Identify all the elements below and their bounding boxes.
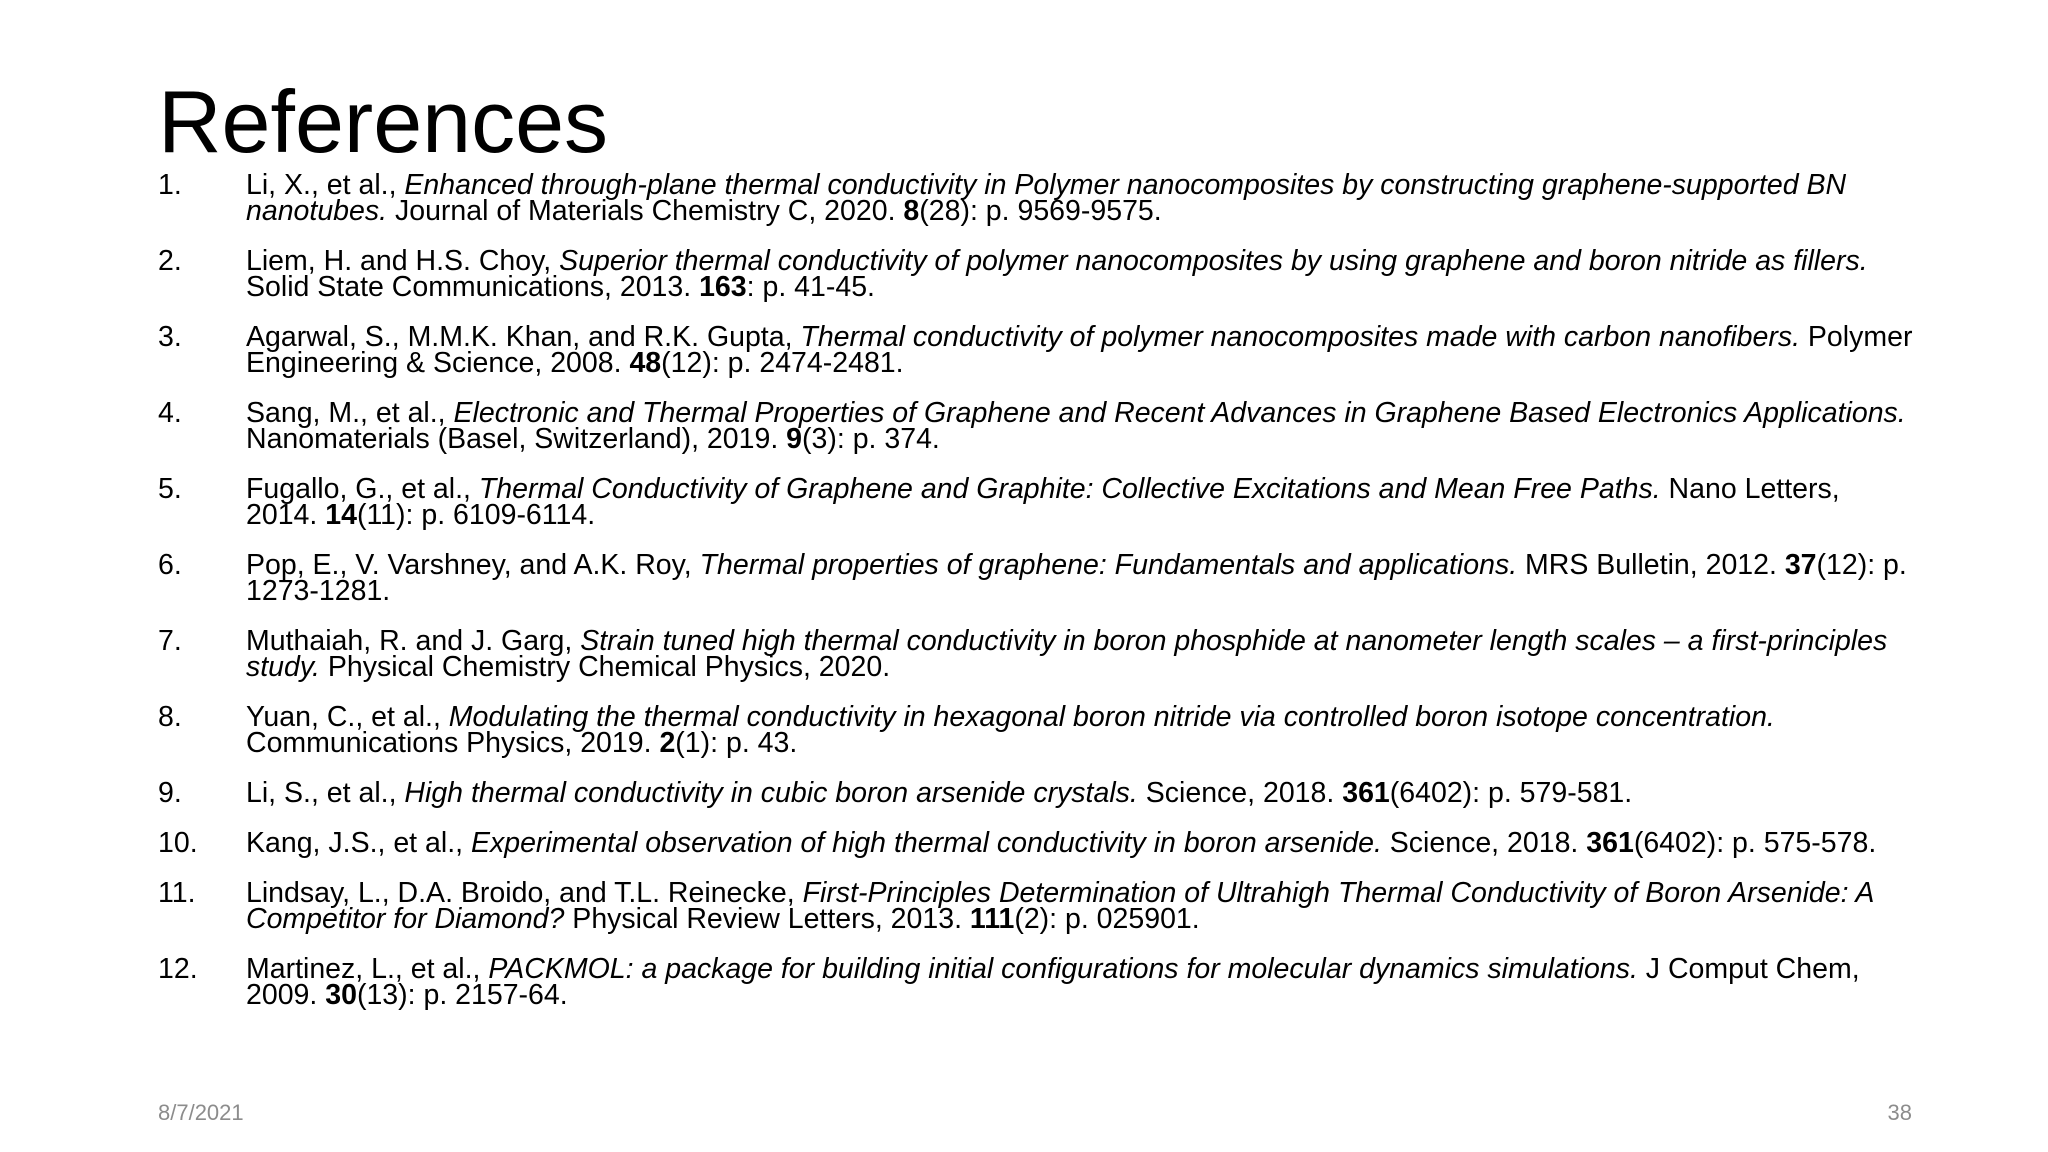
footer-date: 8/7/2021 [158,1100,244,1125]
reference-title: Thermal conductivity of polymer nanocomposites made with carbon nanofibers. [800,321,1800,353]
reference-number: 2. [158,245,182,277]
reference-number: 12. [158,953,198,985]
reference-text [246,827,1918,859]
reference-journal: Physical Review Letters, 2013. [564,903,970,935]
reference-volume: 14 [325,499,357,531]
reference-volume: 9 [786,423,803,455]
reference-authors: Martinez, L., et al., [246,953,489,985]
reference-volume: 48 [629,347,662,379]
reference-journal: Nanomaterials (Basel, Switzerland), 2019. [246,423,787,455]
reference-volume: 8 [903,195,920,227]
reference-authors: Fugallo, G., et al., [246,473,479,505]
reference-item [158,245,1918,303]
reference-number: 1. [158,169,182,201]
reference-text [246,169,1918,227]
reference-pages: (6402): p. 579-581. [1389,777,1633,809]
reference-authors: Kang, J.S., et al., [246,827,471,859]
reference-pages: (12): p. 1273-1281. [246,549,1907,607]
reference-item [158,877,1918,935]
reference-item [158,827,1918,859]
reference-text [246,701,1918,759]
reference-title: Enhanced through-plane thermal conductivity in Polymer nanocomposites by constructing graphene-supported BN nanotubes. [246,169,1847,227]
reference-text [246,397,1918,455]
reference-pages: (28): p. 9569-9575. [919,195,1162,227]
reference-item [158,777,1918,809]
reference-volume: 361 [1586,827,1634,859]
reference-pages: (11): p. 6109-6114. [356,499,596,531]
reference-item [158,473,1918,531]
reference-number: 10. [158,827,198,859]
reference-number: 5. [158,473,182,505]
reference-journal: Nano Letters, 2014. [246,473,1840,531]
reference-title: High thermal conductivity in cubic boron arsenide crystals. [404,777,1138,809]
reference-authors: Yuan, C., et al., [246,701,449,733]
reference-title: First-Principles Determination of Ultrahigh Thermal Conductivity of Boron Arsenide: A Competitor for Diamond? [246,877,1874,935]
reference-list [158,169,1918,1032]
reference-item [158,625,1918,683]
reference-journal: Journal of Materials Chemistry C, 2020. [387,195,904,227]
reference-title: Thermal properties of graphene: Fundamentals and applications. [699,549,1518,581]
reference-pages: (3): p. 374. [802,423,940,455]
reference-volume: 37 [1784,549,1817,581]
reference-authors: Li, S., et al., [246,777,405,809]
slide-title: References [158,72,609,171]
reference-authors: Muthaiah, R. and J. Garg, [246,625,581,657]
reference-title: PACKMOL: a package for building initial configurations for molecular dynamics simulations. [488,953,1638,985]
reference-journal: J Comput Chem, 2009. [246,953,1860,1011]
page-number: 38 [1887,1100,1912,1125]
reference-title: Electronic and Thermal Properties of Graphene and Recent Advances in Graphene Based Electronics Applications. [453,397,1906,429]
reference-item [158,169,1918,227]
reference-title: Strain tuned high thermal conductivity in boron phosphide at nanometer length scales – a first-principles study. [246,625,1888,683]
reference-text [246,877,1918,935]
reference-authors: Pop, E., V. Varshney, and A.K. Roy, [246,549,700,581]
reference-text [246,549,1918,607]
reference-authors: Li, X., et al., [246,169,405,201]
reference-number: 11. [158,877,196,909]
reference-number: 6. [158,549,182,581]
reference-item [158,549,1918,607]
reference-text [246,777,1918,809]
reference-title: Modulating the thermal conductivity in hexagonal boron nitride via controlled boron isotope concentration. [448,701,1775,733]
reference-item [158,397,1918,455]
reference-text [246,625,1918,683]
reference-volume: 2 [659,727,676,759]
reference-number: 7. [158,625,182,657]
reference-journal: Solid State Communications, 2013. [246,271,700,303]
reference-authors: Agarwal, S., M.M.K. Khan, and R.K. Gupta, [246,321,801,353]
reference-authors: Lindsay, L., D.A. Broido, and T.L. Reinecke, [246,877,803,909]
reference-journal: MRS Bulletin, 2012. [1517,549,1785,581]
reference-pages: (12): p. 2474-2481. [661,347,904,379]
reference-authors: Liem, H. and H.S. Choy, [246,245,560,277]
reference-item [158,953,1918,1011]
reference-pages: (6402): p. 575-578. [1633,827,1877,859]
reference-number: 9. [158,777,182,809]
reference-volume: 361 [1342,777,1390,809]
reference-journal: Science, 2018. [1137,777,1343,809]
reference-volume: 111 [969,903,1015,935]
reference-text [246,245,1918,303]
reference-title: Thermal Conductivity of Graphene and Graphite: Collective Excitations and Mean Free Paths. [478,473,1661,505]
reference-journal: Physical Chemistry Chemical Physics, 2020. [319,651,891,683]
reference-item [158,701,1918,759]
reference-journal: Communications Physics, 2019. [246,727,660,759]
reference-text [246,321,1918,379]
reference-title: Experimental observation of high thermal conductivity in boron arsenide. [470,827,1382,859]
reference-text [246,953,1918,1011]
reference-journal: Science, 2018. [1381,827,1587,859]
reference-pages: : p. 41-45. [746,271,875,303]
reference-volume: 30 [325,979,357,1011]
reference-authors: Sang, M., et al., [246,397,454,429]
reference-pages: (13): p. 2157-64. [356,979,568,1011]
reference-number: 4. [158,397,182,429]
reference-title: Superior thermal conductivity of polymer nanocomposites by using graphene and boron nitride as fillers. [559,245,1868,277]
reference-pages: (2): p. 025901. [1014,903,1200,935]
reference-volume: 163 [699,271,747,303]
reference-text [246,473,1918,531]
reference-number: 8. [158,701,182,733]
reference-pages: (1): p. 43. [675,727,798,759]
reference-item [158,321,1918,379]
reference-journal: Polymer Engineering & Science, 2008. [246,321,1913,379]
reference-number: 3. [158,321,182,353]
